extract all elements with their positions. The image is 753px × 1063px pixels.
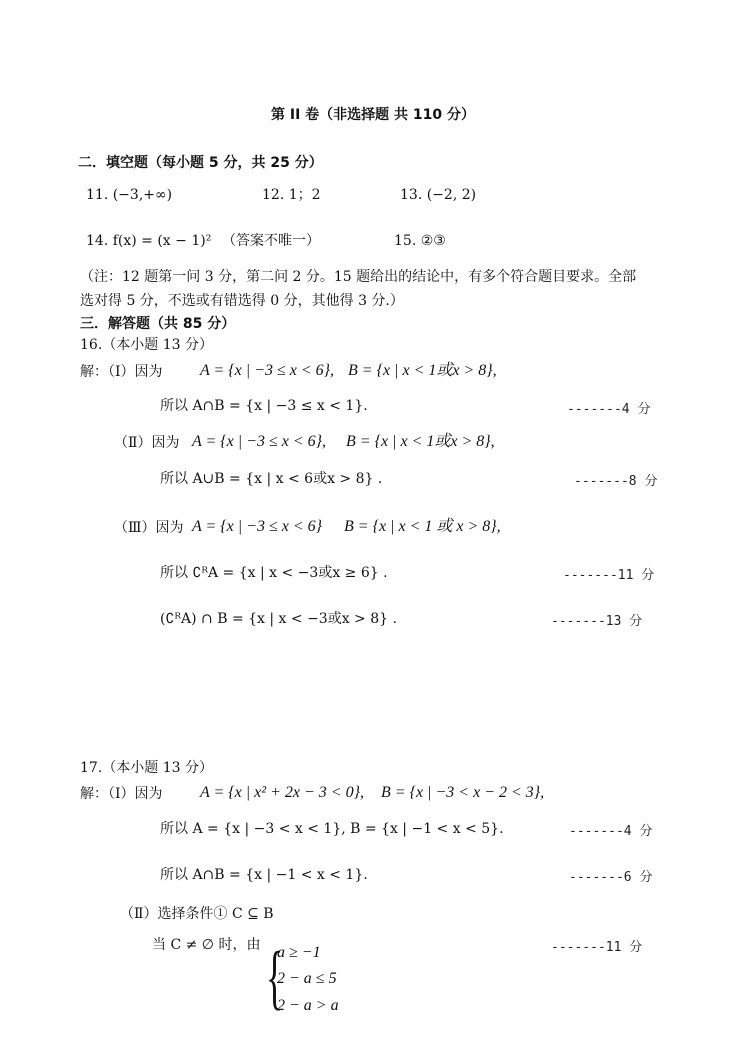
q17-part1-result2: 所以 A∩B = {x | −1 < x < 1}.	[160, 867, 368, 883]
q16-part3-result2: (∁ᴿA) ∩ B = {x | x < −3或x > 8} .	[160, 611, 397, 627]
q17-part1-set-b: B = {x | −3 < x − 2 < 3},	[381, 784, 545, 801]
exam-title: 第 II 卷（非选择题 共 110 分）	[271, 107, 476, 123]
section-3-heading: 三．解答题（共 85 分）	[80, 316, 236, 332]
scoring-note-line1: （注：12 题第一问 3 分，第二问 2 分。15 题给出的结论中，有多个符合题目要求。全部	[80, 269, 637, 285]
answer-13: 13. (−2, 2)	[400, 187, 477, 203]
q16-part3-set-b: B = {x | x < 1 或 x > 8},	[344, 518, 501, 535]
system-line-2: 2 − a ≤ 5	[277, 970, 337, 987]
q16-part3-set-a: A = {x | −3 ≤ x < 6}	[192, 518, 323, 535]
answer-15: 15. ②③	[394, 233, 446, 249]
system-brace: {	[266, 937, 284, 1017]
q16-part2-score: -------8 分	[574, 474, 658, 489]
q17-part1-score2: -------6 分	[569, 870, 653, 885]
answer-12: 12. 1；2	[262, 187, 321, 203]
q17-part2-intro: （Ⅱ）选择条件① C ⊆ B	[120, 906, 274, 922]
answer-14: 14. f(x) = (x − 1)²	[86, 233, 212, 249]
answer-11: 11. (−3,+∞)	[86, 187, 173, 203]
scoring-note-line2: 选对得 5 分，不选或有错选得 0 分，其他得 3 分.）	[80, 293, 404, 309]
q16-part3-score1: -------11 分	[563, 568, 655, 583]
q16-part1-intro: 解：（Ⅰ）因为	[80, 364, 163, 380]
q16-part3-result1: 所以 ∁ᴿA = {x | x < −3或x ≥ 6} .	[160, 565, 388, 581]
q16-part3-score2: -------13 分	[551, 614, 643, 629]
q17-title: 17.（本小题 13 分）	[80, 760, 213, 776]
q17-part1-set-a: A = {x | x² + 2x − 3 < 0},	[200, 784, 364, 801]
q17-part2-score: -------11 分	[551, 940, 643, 955]
q16-part1-score: -------4 分	[567, 402, 651, 417]
q17-part1-score: -------4 分	[569, 824, 653, 839]
answer-14-note: （答案不唯一）	[222, 233, 320, 249]
q16-part2-intro: （Ⅱ）因为	[114, 435, 180, 451]
q16-part2-set-b: B = {x | x < 1或x > 8},	[346, 433, 495, 450]
system-line-1: a ≥ −1	[277, 944, 321, 961]
q16-part1-set-b: B = {x | x < 1或x > 8},	[348, 362, 497, 379]
section-2-heading: 二．填空题（每小题 5 分，共 25 分）	[78, 155, 323, 171]
q16-part2-set-a: A = {x | −3 ≤ x < 6},	[192, 433, 327, 450]
system-line-3: 2 − a > a	[277, 997, 339, 1014]
q17-part1-intro: 解：（Ⅰ）因为	[80, 786, 163, 802]
q17-part2-when: 当 C ≠ ∅ 时，由	[152, 937, 261, 953]
q17-part1-result: 所以 A = {x | −3 < x < 1}, B = {x | −1 < x < 5}.	[160, 821, 504, 837]
q16-part3-intro: （Ⅲ）因为	[114, 520, 184, 536]
q16-title: 16.（本小题 13 分）	[80, 337, 213, 353]
q16-part1-result: 所以 A∩B = {x | −3 ≤ x < 1}.	[160, 398, 368, 414]
q16-part2-result: 所以 A∪B = {x | x < 6或x > 8} .	[160, 471, 383, 487]
q16-part1-set-a: A = {x | −3 ≤ x < 6},	[200, 362, 335, 379]
